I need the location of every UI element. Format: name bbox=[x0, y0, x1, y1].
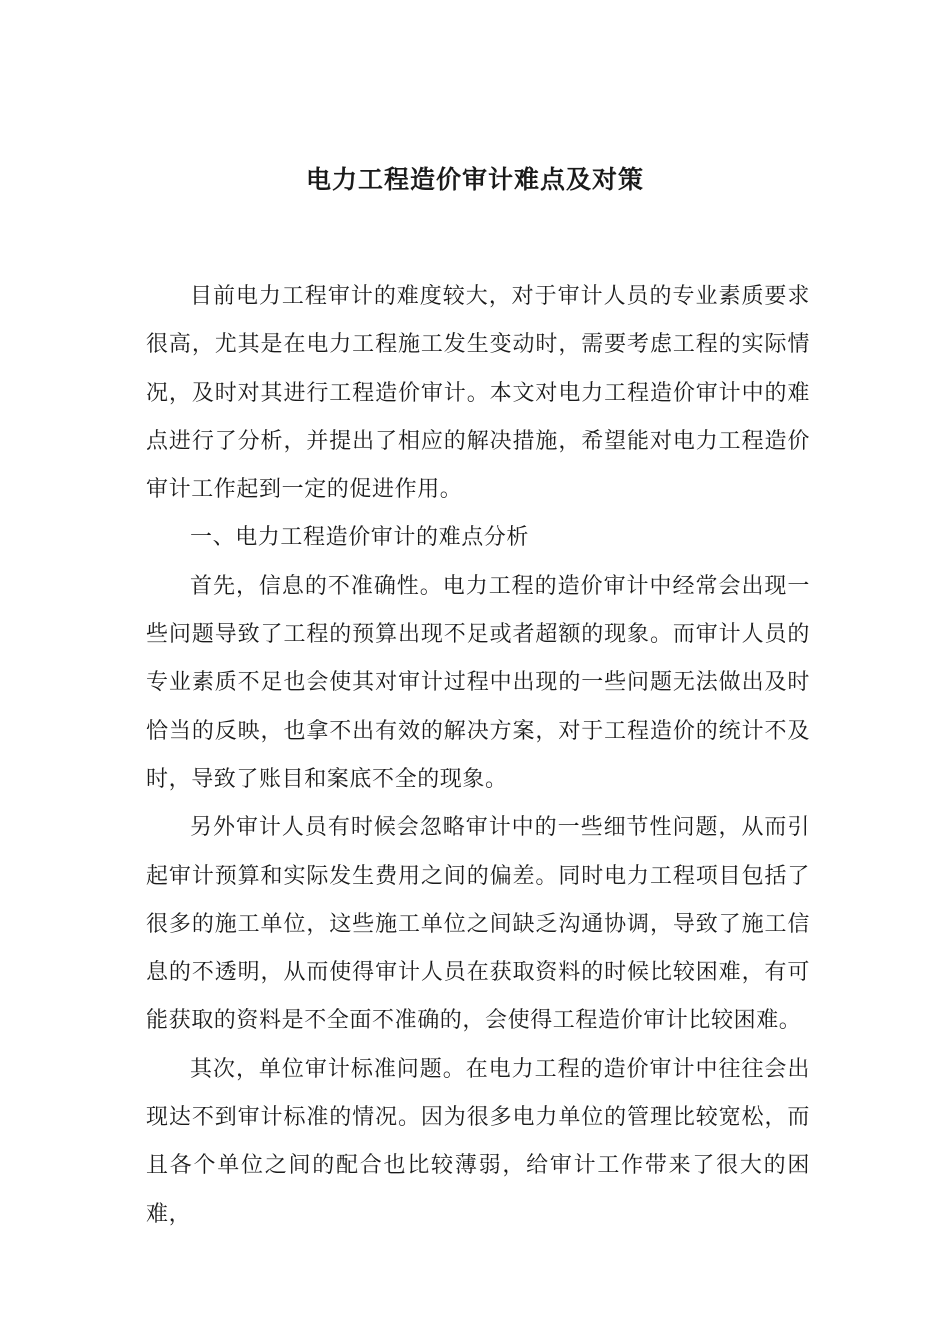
paragraph-information-inaccuracy: 首先，信息的不准确性。电力工程的造价审计中经常会出现一些问题导致了工程的预算出现不足或者超额的现象。而审计人员的专业素质不足也会使其对审计过程中出现的一些问题无法做出及时恰当的反映，也拿不出有效的解决方案，对于工程造价的统计不及时，导致了账目和案底不全的现象。 bbox=[146, 573, 810, 792]
paragraph-intro: 目前电力工程审计的难度较大，对于审计人员的专业素质要求很高，尤其是在电力工程施工发生变动时，需要考虑工程的实际情况，及时对其进行工程造价审计。本文对电力工程造价审计中的难点进行了分析，并提出了相应的解决措施，希望能对电力工程造价审计工作起到一定的促进作用。 bbox=[146, 284, 810, 503]
paragraph-audit-standards: 其次，单位审计标准问题。在电力工程的造价审计中往往会出现达不到审计标准的情况。因为很多电力单位的管理比较宽松，而且各个单位之间的配合也比较薄弱，给审计工作带来了很大的困难， bbox=[146, 1056, 810, 1227]
paragraph-detail-negligence: 另外审计人员有时候会忽略审计中的一些细节性问题，从而引起审计预算和实际发生费用之间的偏差。同时电力工程项目包括了很多的施工单位，这些施工单位之间缺乏沟通协调，导致了施工信息的不透明，从而使得审计人员在获取资料的时候比较困难，有可能获取的资料是不全面不准确的，会使得工程造价审计比较困难。 bbox=[146, 815, 810, 1034]
document-title: 电力工程造价审计难点及对策 bbox=[305, 165, 644, 194]
section-heading-difficulty-analysis: 一、电力工程造价审计的难点分析 bbox=[190, 525, 530, 551]
document-body bbox=[146, 273, 810, 1239]
